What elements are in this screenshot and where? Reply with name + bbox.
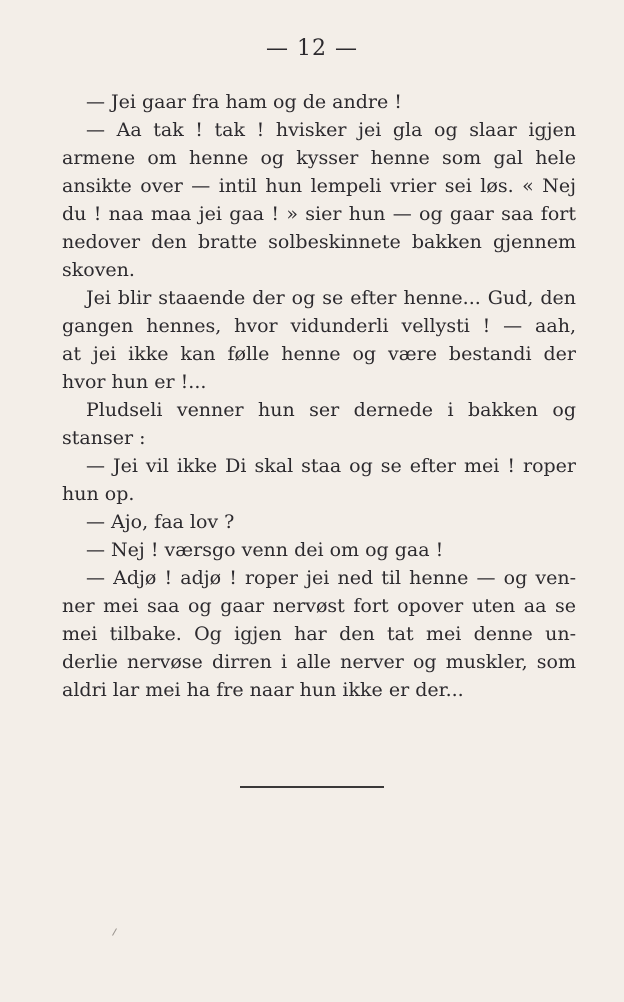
text-line: skoven.: [62, 259, 135, 281]
text-line: at jei ikke kan følle henne og være bestandi der: [62, 343, 576, 365]
text-line: — Jei vil ikke Di skal staa og se efter mei ! roper: [86, 455, 576, 477]
text-line: aldri lar mei ha fre naar hun ikke er der...: [62, 679, 464, 701]
text-line: hvor hun er !...: [62, 371, 207, 393]
text-line: derlie nervøse dirren i alle nerver og muskler, som: [62, 651, 576, 673]
text-line: du ! naa maa jei gaa ! » sier hun — og gaar saa fort: [62, 203, 576, 225]
section-divider: [240, 786, 384, 788]
page-number: — 12 —: [266, 36, 358, 61]
paper-mark: [112, 928, 117, 935]
text-line: mei tilbake. Og igjen har den tat mei denne un-: [62, 623, 576, 645]
text-line: — Aa tak ! tak ! hvisker jei gla og slaar igjen: [86, 119, 576, 141]
text-line: — Nej ! værsgo venn dei om og gaa !: [86, 539, 444, 561]
text-line: ner mei saa og gaar nervøst fort opover uten aa se: [62, 595, 576, 617]
text-line: — Jei gaar fra ham og de andre !: [86, 91, 402, 113]
text-line: ansikte over — intil hun lempeli vrier sei løs. « Nej: [62, 175, 576, 197]
body-text: [62, 88, 576, 704]
text-line: — Ajo, faa lov ?: [86, 511, 235, 533]
text-line: gangen hennes, hvor vidunderli vellysti ! — aah,: [62, 315, 576, 337]
text-line: hun op.: [62, 483, 135, 505]
text-line: armene om henne og kysser henne som gal hele: [62, 147, 576, 169]
text-line: Jei blir staaende der og se efter henne... Gud, den: [86, 287, 576, 309]
text-line: stanser :: [62, 427, 146, 449]
text-line: nedover den bratte solbeskinnete bakken gjennem: [62, 231, 576, 253]
text-line: Pludseli venner hun ser dernede i bakken og: [86, 399, 576, 421]
text-line: — Adjø ! adjø ! roper jei ned til henne — og ven-: [86, 567, 576, 589]
